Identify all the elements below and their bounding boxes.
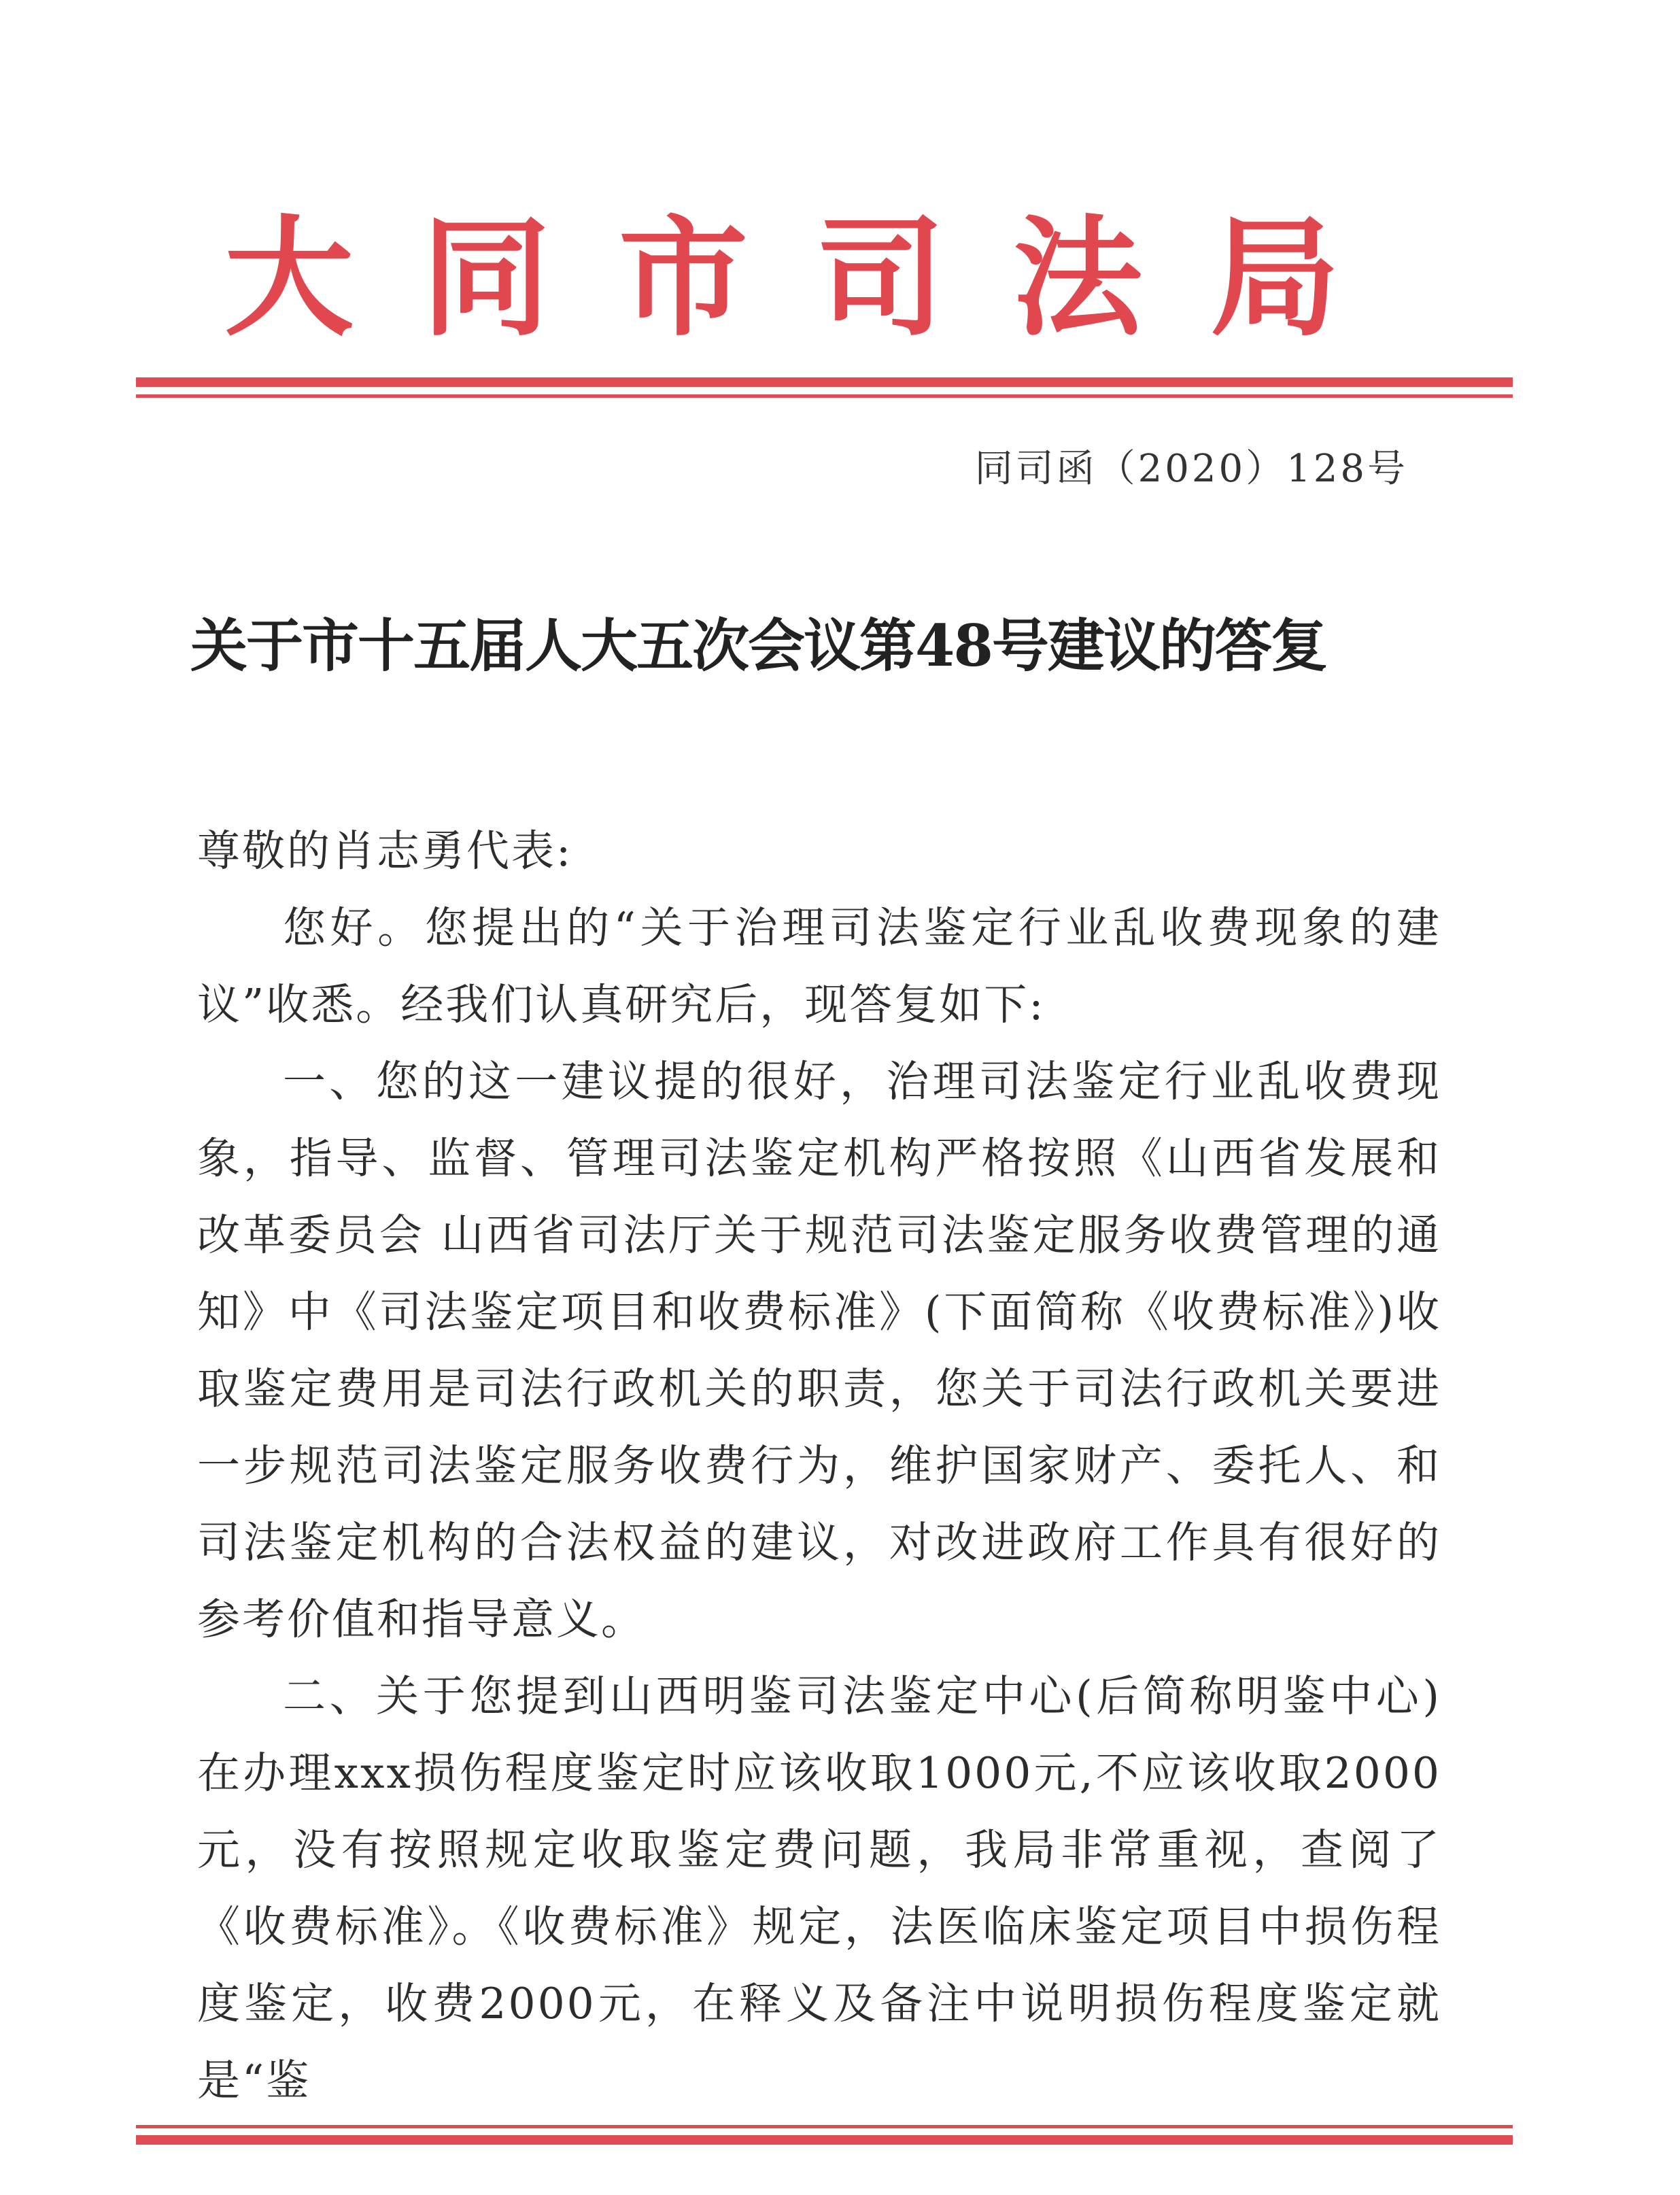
document-title: 关于市十五届人大五次会议第48号建议的答复 bbox=[190, 612, 1326, 679]
document-body bbox=[197, 813, 1441, 2119]
body-paragraph: 一、您的这一建议提的很好，治理司法鉴定行业乱收费现象，指导、监督、管理司法鉴定机构严格按照《山西省发展和改革委员会 山西省司法厅关于规范司法鉴定服务收费管理的通知》中《司法鉴定项目和收费标准》(下面简称《收费标准》)收取鉴定费用是司法行政机关的职责，您关于司法行政机关要进一步规范司法鉴定服务收费行为，维护国家财产、委托人、和司法鉴定机构的合法权益的建议，对改进政府工作具有很好的参考价值和指导意义。 bbox=[197, 1057, 1441, 1644]
letterhead-rule-thin bbox=[136, 394, 1513, 398]
body-paragraph: 二、关于您提到山西明鉴司法鉴定中心(后简称明鉴中心)在办理xxx损伤程度鉴定时应该收取1000元,不应该收取2000元，没有按照规定收取鉴定费问题，我局非常重视，查阅了《收费标准》。《收费标准》规定，法医临床鉴定项目中损伤程度鉴定，收费2000元，在释义及备注中说明损伤程度鉴定就是“鉴 bbox=[197, 1671, 1441, 2105]
letterhead-org-name: 大同市司法局 bbox=[224, 203, 1407, 354]
salutation: 尊敬的肖志勇代表: bbox=[197, 826, 573, 876]
letterhead-rule-thick bbox=[136, 377, 1513, 387]
document-number: 同司函（2020）128号 bbox=[974, 447, 1408, 491]
body-paragraph: 您好。您提出的“关于治理司法鉴定行业乱收费现象的建议”收悉。经我们认真研究后，现答复如下: bbox=[197, 903, 1441, 1030]
footer-rule-thick bbox=[136, 2135, 1513, 2145]
footer-rule-thin bbox=[136, 2125, 1513, 2128]
